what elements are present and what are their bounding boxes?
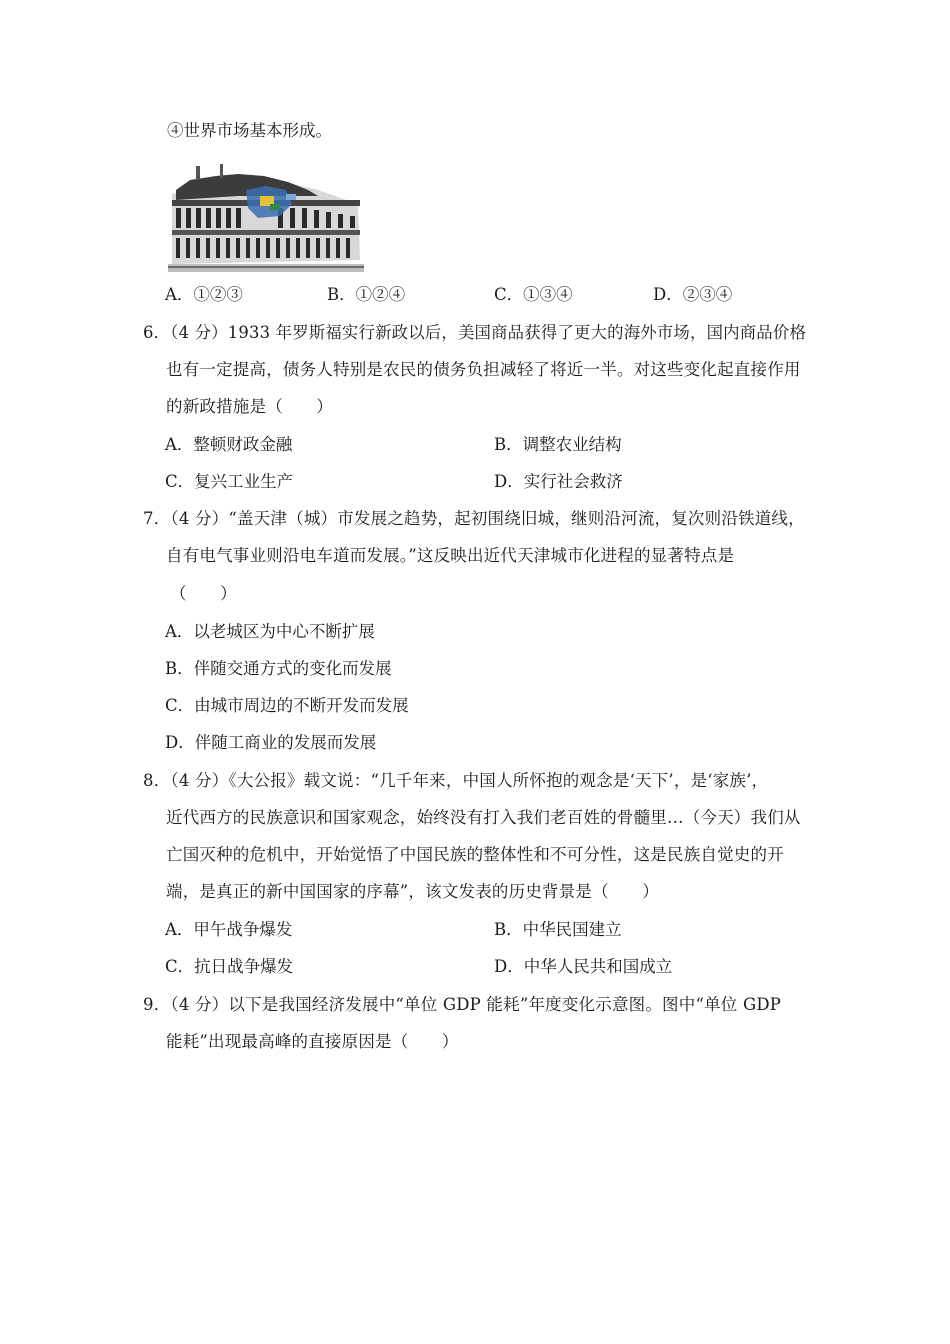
q8-stem-line-3: 亡国灭种的危机中，开始觉悟了中国民族的整体性和不可分性，这是民族自觉史的开 <box>166 845 784 864</box>
q6-stem-line-1: 6．（4 分）1933 年罗斯福实行新政以后，美国商品获得了更大的海外市场，国内商品价格 <box>143 323 807 342</box>
q6-option-d[interactable]: D．实行社会救济 <box>494 472 623 491</box>
q6-option-a[interactable]: A．整顿财政金融 <box>165 435 293 454</box>
q7-option-b[interactable]: B．伴随交通方式的变化而发展 <box>165 659 392 678</box>
q7-stem-line-3: （ ） <box>170 584 237 603</box>
q5-option-d[interactable]: D．②③④ <box>653 285 733 304</box>
q6-option-c[interactable]: C．复兴工业生产 <box>165 472 294 491</box>
q6-stem-line-3: 的新政措施是（ ） <box>166 397 333 416</box>
q7-option-d[interactable]: D．伴随工商业的发展而发展 <box>165 733 377 752</box>
q5-option-b[interactable]: B．①②④ <box>327 285 406 304</box>
q9-stem-line-1: 9．（4 分）以下是我国经济发展中“单位 GDP 能耗”年度变化示意图。图中“单位 GDP <box>143 995 782 1014</box>
q5-item-4: ④世界市场基本形成。 <box>167 121 332 140</box>
q8-option-b[interactable]: B．中华民国建立 <box>494 920 622 939</box>
q8-option-d[interactable]: D．中华人民共和国成立 <box>494 957 673 976</box>
q9-stem-line-2: 能耗”出现最高峰的直接原因是（ ） <box>166 1032 459 1051</box>
q8-option-c[interactable]: C．抗日战争爆发 <box>165 957 294 976</box>
q6-stem-line-2: 也有一定提高，债务人特别是农民的债务负担减轻了将近一半。对这些变化起直接作用 <box>166 360 801 379</box>
q7-option-c[interactable]: C．由城市周边的不断开发而发展 <box>165 696 409 715</box>
q5-option-c[interactable]: C．①③④ <box>494 285 573 304</box>
q7-stem-line-2: 自有电气事业则沿电车道而发展。”这反映出近代天津城市化进程的显著特点是 <box>166 546 735 565</box>
q8-stem-line-4: 端，是真正的新中国国家的序幕”，该文发表的历史背景是（ ） <box>166 882 659 901</box>
exhibition-building-photo <box>168 160 364 272</box>
q7-stem-line-1: 7．（4 分）“盖天津（城）市发展之趋势，起初围绕旧城，继则沿河流，复次则沿铁道线， <box>143 509 805 528</box>
q8-option-a[interactable]: A．甲午战争爆发 <box>165 920 293 939</box>
q5-option-a[interactable]: A．①②③ <box>165 285 243 304</box>
q6-option-b[interactable]: B．调整农业结构 <box>494 435 622 454</box>
q8-stem-line-2: 近代西方的民族意识和国家观念，始终没有打入我们老百姓的骨髓里…（今天）我们从 <box>166 808 801 827</box>
q7-option-a[interactable]: A．以老城区为中心不断扩展 <box>165 622 375 641</box>
q8-stem-line-1: 8．（4 分）《大公报》载文说：“几千年来，中国人所怀抱的观念是‘天下’，是‘家族’， <box>143 771 769 790</box>
